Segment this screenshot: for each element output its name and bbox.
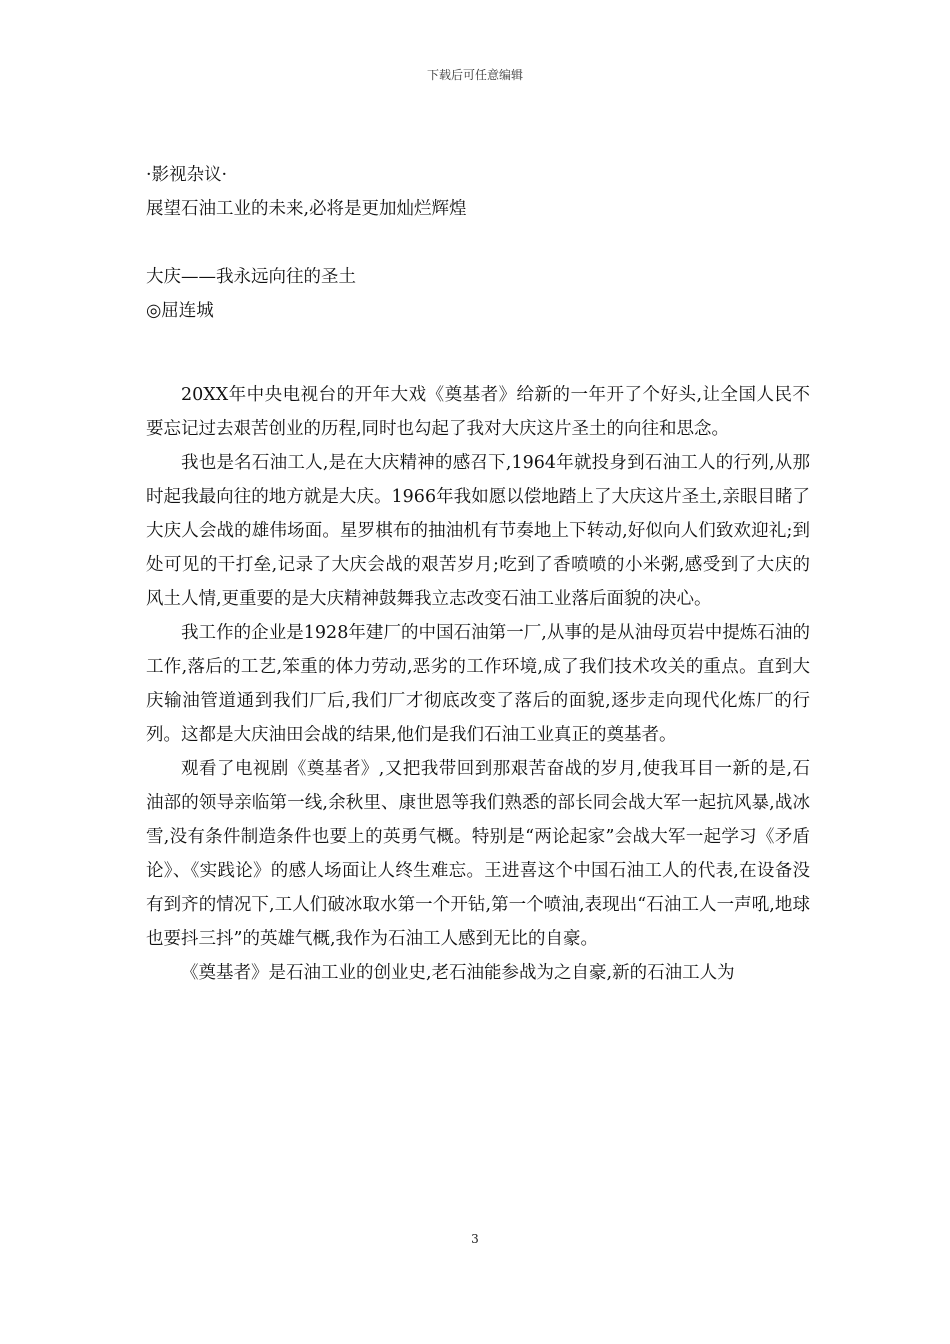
- paragraph-3: 我工作的企业是1928年建厂的中国石油第一厂,从事的是从油母页岩中提炼石油的工作,落后的工艺,笨重的体力劳动,恶劣的工作环境,成了我们技术攻关的重点。直到大庆输油管道通到我们厂后,我们厂才彻底改变了落后的面貌,逐步走向现代化炼厂的行列。这都是大庆油田会战的结果,他们是我们石油工业真正的奠基者。: [146, 623, 810, 745]
- paragraph-2: 我也是名石油工人,是在大庆精神的感召下,1964年就投身到石油工人的行列,从那时起我最向往的地方就是大庆。1966年我如愿以偿地踏上了大庆这片圣土,亲眼目睹了大庆人会战的雄伟场面。星罗棋布的抽油机有节奏地上下转动,好似向人们致欢迎礼;到处可见的干打垒,记录了大庆会战的艰苦岁月;吃到了香喷喷的小米粥,感受到了大庆的风土人情,更重要的是大庆精神鼓舞我立志改变石油工业落后面貌的决心。: [146, 453, 810, 609]
- article: [146, 158, 810, 990]
- spacer: [146, 328, 810, 378]
- paragraph-4: 观看了电视剧《奠基者》,又把我带回到那艰苦奋战的岁月,使我耳目一新的是,石油部的领导亲临第一线,余秋里、康世恩等我们熟悉的部长同会战大军一起抗风暴,战冰雪,没有条件制造条件也要上的英勇气概。特别是“两论起家”会战大军一起学习《矛盾论》、《实践论》的感人场面让人终生难忘。王进喜这个中国石油工人的代表,在设备没有到齐的情况下,工人们破冰取水第一个开钻,第一个喷油,表现出“石油工人一声吼,地球也要抖三抖”的英雄气概,我作为石油工人感到无比的自豪。: [146, 759, 810, 949]
- article-subtitle: 展望石油工业的未来,必将是更加灿烂辉煌: [146, 199, 467, 219]
- column-label: ·影视杂议·: [146, 165, 228, 185]
- article-title: 大庆——我永远向往的圣土: [146, 267, 356, 287]
- article-author: ◎屈连城: [146, 301, 214, 321]
- spacer: [146, 226, 810, 260]
- header-note: 下载后可任意编辑: [426, 68, 523, 82]
- page-number: 3: [471, 1232, 479, 1246]
- paragraph-1: 20XX年中央电视台的开年大戏《奠基者》给新的一年开了个好头,让全国人民不要忘记过去艰苦创业的历程,同时也勾起了我对大庆这片圣土的向往和思念。: [146, 385, 810, 439]
- paragraph-5: 《奠基者》是石油工业的创业史,老石油能参战为之自豪,新的石油工人为: [181, 963, 735, 983]
